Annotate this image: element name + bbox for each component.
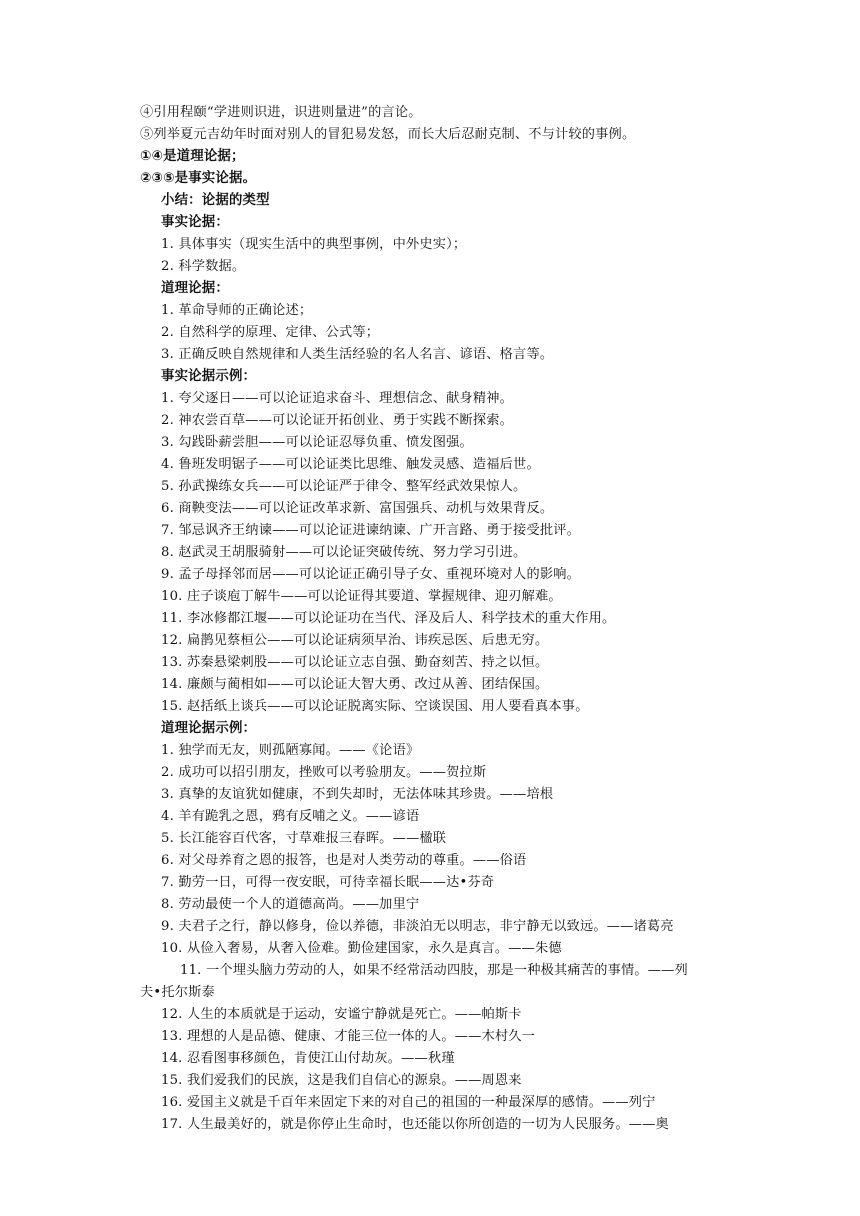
list-item: 17. 人生最美好的，就是你停止生命时，也还能以你所创造的一切为人民服务。——奥 xyxy=(161,1117,669,1132)
list-item: 8. 赵武灵王胡服骑射——可以论证突破传统、努力学习引进。 xyxy=(161,545,527,560)
reason-examples-heading: 道理论据示例： xyxy=(161,721,257,736)
list-item: 8. 劳动最使一个人的道德高尚。——加里宁 xyxy=(161,897,420,912)
list-item: 13. 苏秦悬梁刺股——可以论证立志自强、勤奋刻苦、持之以恒。 xyxy=(161,655,549,670)
list-item: 1. 革命导师的正确论述； xyxy=(161,303,313,318)
summary-heading: 小结：论据的类型 xyxy=(161,193,270,208)
list-item: 4. 鲁班发明锯子——可以论证类比思维、触发灵感、造福后世。 xyxy=(161,457,540,472)
reason-heading: 道理论据： xyxy=(161,281,229,296)
list-item: 14. 忍看图事移颜色，肯使江山付劫灰。——秋瑾 xyxy=(161,1051,455,1066)
list-item: 11. 一个埋头脑力劳动的人，如果不经常活动四肢，那是一种极其痛苦的事情。——列 xyxy=(180,963,688,978)
list-item: 1. 独学而无友，则孤陋寡闻。——《论语》 xyxy=(161,743,420,758)
list-item: 7. 勤劳一日，可得一夜安眠，可待幸福长眠——达•芬奇 xyxy=(161,875,495,890)
list-item: 5. 长江能容百代客，寸草难报三春晖。——楹联 xyxy=(161,831,447,846)
list-item: 9. 孟子母择邻而居——可以论证正确引导子女、重视环境对人的影响。 xyxy=(161,567,580,582)
list-item: 9. 夫君子之行，静以修身，俭以养德，非淡泊无以明志，非宁静无以致远。——诸葛亮 xyxy=(161,919,674,934)
list-item: 10. 从俭入奢易，从奢入俭难。勤俭建国家，永久是真言。——朱德 xyxy=(161,941,562,956)
list-item: 1. 具体事实（现实生活中的典型事例，中外史实）； xyxy=(161,237,467,252)
list-item: 3. 正确反映自然规律和人类生活经验的名人名言、谚语、格言等。 xyxy=(161,347,554,362)
list-item: 12. 人生的本质就是于运动，安谧宁静就是死亡。——帕斯卡 xyxy=(161,1007,522,1022)
list-item: 6. 对父母养育之恩的报答，也是对人类劳动的尊重。——俗语 xyxy=(161,853,527,868)
list-item: 3. 真挚的友谊犹如健康，不到失却时，无法体味其珍贵。——培根 xyxy=(161,787,554,802)
list-item: 16. 爱国主义就是千百年来固定下来的对自己的祖国的一种最深厚的感情。——列宁 xyxy=(161,1095,656,1110)
conclusion-line: ②③⑤是事实论据。 xyxy=(140,171,257,186)
list-item: 3. 勾践卧薪尝胆——可以论证忍辱负重、愤发图强。 xyxy=(161,435,473,450)
fact-examples-heading: 事实论据示例： xyxy=(161,369,257,384)
conclusion-line: ①④是道理论据； xyxy=(140,149,245,164)
intro-line: ④引用程颐“学进则识进，识进则量进”的言论。 xyxy=(140,105,422,120)
list-item: 1. 夸父逐日——可以论证追求奋斗、理想信念、献身精神。 xyxy=(161,391,514,406)
intro-line: ⑤列举夏元吉幼年时面对别人的冒犯易发怒，而长大后忍耐克制、不与计较的事例。 xyxy=(140,127,636,142)
list-item: 14. 廉颇与蔺相如——可以论证大智大勇、改过从善、团结保国。 xyxy=(161,677,549,692)
list-item: 15. 赵括纸上谈兵——可以论证脱离实际、空谈误国、用人要看真本事。 xyxy=(161,699,589,714)
list-item: 11. 李冰修都江堰——可以论证功在当代、泽及后人、科学技术的重大作用。 xyxy=(161,611,616,626)
list-item-continuation: 夫•托尔斯泰 xyxy=(140,985,215,1000)
list-item: 2. 科学数据。 xyxy=(161,259,246,274)
list-item: 6. 商鞅变法——可以论证改革求新、富国强兵、动机与效果背反。 xyxy=(161,501,554,516)
list-item: 10. 庄子谈庖丁解牛——可以论证得其要道、掌握规律、迎刃解难。 xyxy=(161,589,562,604)
list-item: 4. 羊有跪乳之恩，鸦有反哺之义。——谚语 xyxy=(161,809,420,824)
list-item: 13. 理想的人是品德、健康、才能三位一体的人。——木村久一 xyxy=(161,1029,536,1044)
list-item: 15. 我们爱我们的民族，这是我们自信心的源泉。——周恩来 xyxy=(161,1073,522,1088)
list-item: 7. 邹忌讽齐王纳谏——可以论证进谏纳谏、广开言路、勇于接受批评。 xyxy=(161,523,580,538)
list-item: 5. 孙武操练女兵——可以论证严于律令、整军经武效果惊人。 xyxy=(161,479,527,494)
list-item: 2. 成功可以招引朋友，挫败可以考验朋友。——贺拉斯 xyxy=(161,765,487,780)
document-body xyxy=(140,102,740,1136)
list-item: 2. 自然科学的原理、定律、公式等； xyxy=(161,325,380,340)
list-item: 12. 扁鹊见蔡桓公——可以论证病须早治、讳疾忌医、后患无穷。 xyxy=(161,633,549,648)
list-item: 2. 神农尝百草——可以论证开拓创业、勇于实践不断探索。 xyxy=(161,413,514,428)
fact-heading: 事实论据： xyxy=(161,215,229,230)
